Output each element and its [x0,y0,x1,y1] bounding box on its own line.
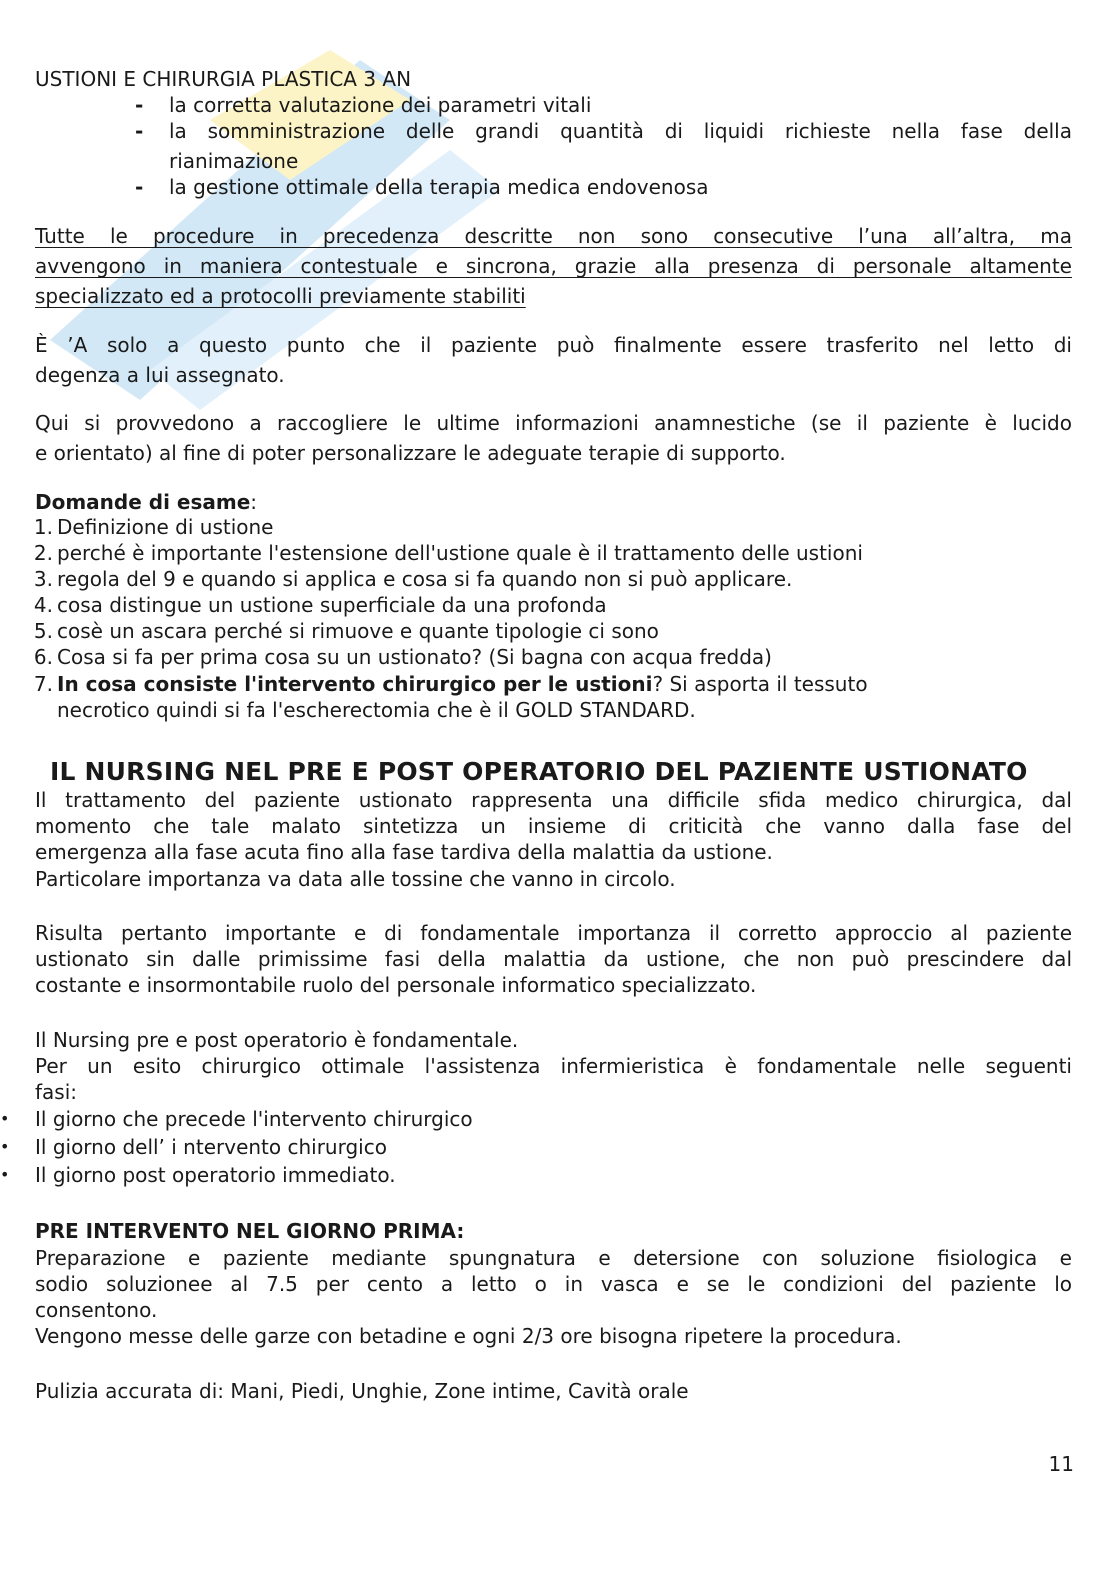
list-item-text: la gestione ottimale della terapia medica endovenosa [169,175,709,199]
paragraph-line: degenza a lui assegnato. [35,363,285,387]
list-item-text: la corretta valutazione dei parametri vitali [169,93,592,117]
bullet-marker: • [0,1137,10,1156]
question-item-continued: necrotico quindi si fa l'escherectomia che è il GOLD STANDARD. [57,698,696,722]
question-item: 3. regola del 9 e quando si applica e cosa si fa quando non si può applicare. [33,567,793,591]
question-item: 6. Cosa si fa per prima cosa su un ustionato? (Si bagna con acqua fredda) [33,645,772,669]
paragraph-line: Particolare importanza va data alle tossine che vanno in circolo. [35,867,676,891]
question-item: 4. cosa distingue un ustione superficiale da una profonda [33,593,607,617]
paragraph-line: Per un esito chirurgico ottimale l'assistenza infermieristica è fondamentale nelle seguenti [35,1054,1072,1078]
question-item: 7. In cosa consiste l'intervento chirurgico per le ustioni? Si asporta il tessuto [33,672,868,696]
section-subheading: PRE INTERVENTO NEL GIORNO PRIMA: [35,1219,465,1243]
paragraph-line: e orientato) al fine di poter personalizzare le adeguate terapie di supporto. [35,441,786,465]
question-item: 5. cosè un ascara perché si rimuove e quante tipologie ci sono [33,619,659,643]
paragraph-line: Risulta pertanto importante e di fondamentale importanza il corretto approccio al paziente [35,921,1072,945]
dash-marker: - [135,175,144,199]
paragraph-line: specializzato ed a protocolli previamente stabiliti [35,284,526,308]
paragraph-line: Tutte le procedure in precedenza descritte non sono consecutive l’una all’altra, ma [35,224,1072,248]
dash-marker: - [135,119,144,143]
document-header-title: USTIONI E CHIRURGIA PLASTICA 3 AN [35,67,412,91]
list-item-text-continued: rianimazione [169,149,299,173]
paragraph-line: sodio soluzionee al 7.5 per cento a letto o in vasca e se le condizioni del paziente lo [35,1272,1072,1296]
dash-marker: - [135,93,144,117]
paragraph-line: emergenza alla fase acuta fino alla fase tardiva della malattia da ustione. [35,840,773,864]
question-item: 2. perché è importante l'estensione dell'ustione quale è il trattamento delle ustioni [33,541,863,565]
paragraph-line: ustionato sin dalle primissime fasi della malattia da ustione, che non può prescindere dal [35,947,1072,971]
list-item-text: la somministrazione delle grandi quantità di liquidi richieste nella fase della [169,119,1072,143]
question-item: 1. Definizione di ustione [33,515,274,539]
paragraph-line: avvengono in maniera contestuale e sincrona, grazie alla presenza di personale altamente [35,254,1072,278]
page-number: 11 [1048,1452,1074,1476]
list-item: • Il giorno dell’ i ntervento chirurgico [0,1135,387,1159]
paragraph-line: Il trattamento del paziente ustionato rappresenta una difficile sfida medico chirurgica, dal [35,788,1072,812]
paragraph-line: fasi: [35,1080,78,1104]
paragraph-line: Qui si provvedono a raccogliere le ultime informazioni anamnestiche (se il paziente è lucido [35,411,1072,435]
list-item: • Il giorno post operatorio immediato. [0,1163,396,1187]
cleaning-line: Pulizia accurata di: Mani, Piedi, Unghie, Zone intime, Cavità orale [35,1379,689,1403]
bullet-marker: • [0,1109,10,1128]
exam-questions-heading: Domande di esame: [35,490,258,514]
paragraph-line: Il Nursing pre e post operatorio è fondamentale. [35,1028,519,1052]
paragraph-line: È ’A solo a questo punto che il paziente può finalmente essere trasferito nel letto di [35,333,1072,357]
paragraph-line: momento che tale malato sintetizza un insieme di criticità che vanno dalla fase del [35,814,1072,838]
section-heading: IL NURSING NEL PRE E POST OPERATORIO DEL PAZIENTE USTIONATO [50,757,1028,786]
paragraph-line: costante e insormontabile ruolo del personale informatico specializzato. [35,973,757,997]
paragraph-line: consentono. [35,1298,158,1322]
list-item: • Il giorno che precede l'intervento chirurgico [0,1107,473,1131]
bullet-marker: • [0,1165,10,1184]
paragraph-line: Preparazione e paziente mediante spungnatura e detersione con soluzione fisiologica e [35,1246,1072,1270]
paragraph-line: Vengono messe delle garze con betadine e ogni 2/3 ore bisogna ripetere la procedura. [35,1324,902,1348]
